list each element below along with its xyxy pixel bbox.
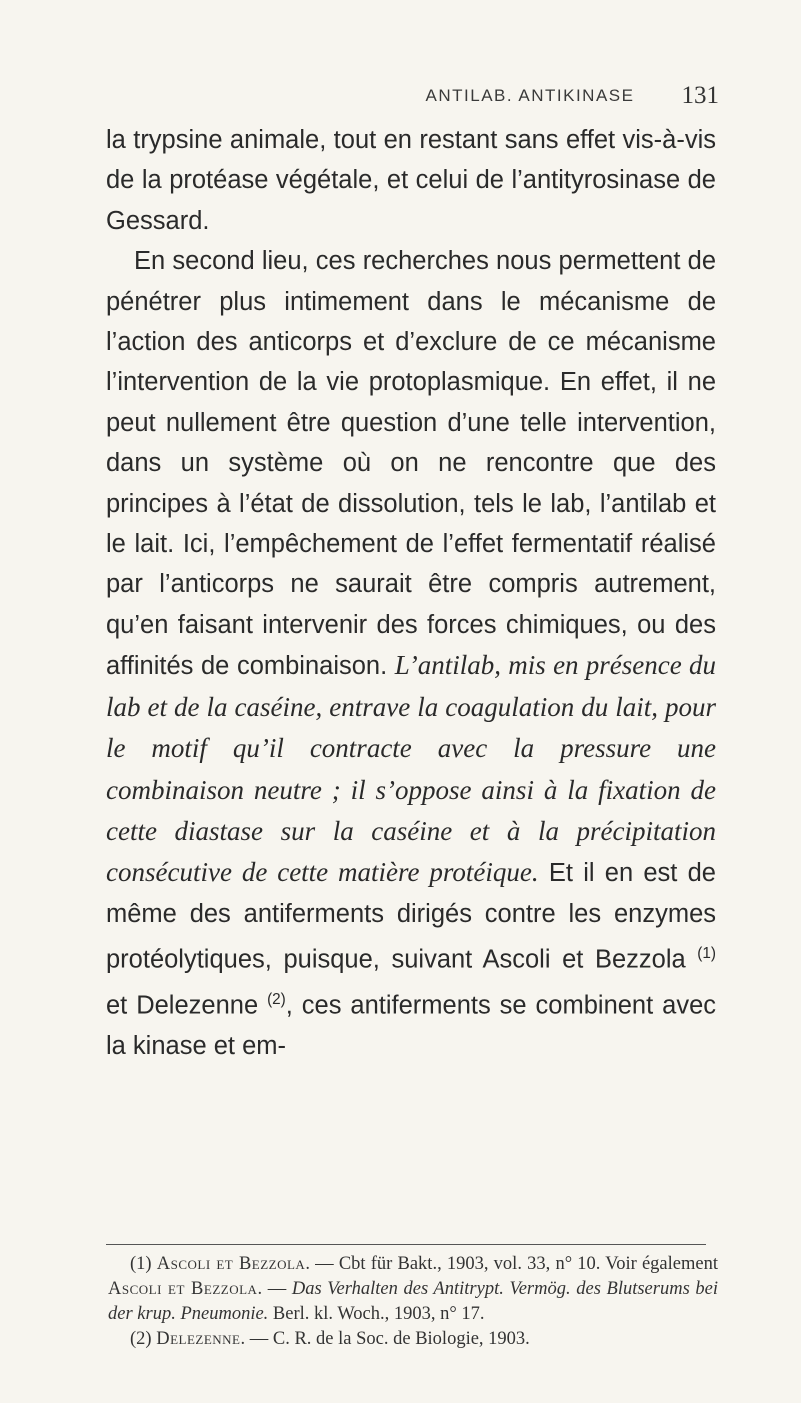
footnote-2-text: . — C. R. de la Soc. de Biologie, 1903. xyxy=(240,1329,530,1349)
footnote-1-text-1: . — Cbt für Bakt., 1903, vol. 33, n° 10. Voir également xyxy=(305,1254,718,1274)
running-head xyxy=(0,82,801,116)
paragraph-2-text-b2: et Delezenne xyxy=(106,991,268,1020)
paragraph-1-text: la trypsine animale, tout en restant sans effet vis-à-vis de la protéase végétale, et celui de l’antityrosinase de Gessard. xyxy=(106,126,716,235)
paragraph-2-italic: L’antilab, mis en présence du lab et de la caséine, entrave la coagulation du lait, pour le motif qu’il contracte avec la pressure une combinaison neutre ; il s’oppose ainsi à la fixation de cette diastase sur la caséine et à la précipitation consécutive de cette matière protéique. xyxy=(106,650,716,888)
paragraph-2-text: En second lieu, ces recherches nous permettent de pénétrer plus intimement dans le mécanisme de l’action des anticorps et d’exclure de ce mécanisme l’intervention de la vie protoplasmique. En effet, il ne peut nullement être question d’une telle intervention, dans un système où on ne rencontre que des principes à l’état de dissolution, tels le lab, l’antilab et le lait. Ici, l’empêchement de l’effet fermentatif réalisé par l’anticorps ne saurait être compris autrement, qu’en faisant intervenir des forces chimiques, ou des affinités de combinaison. xyxy=(106,247,716,681)
running-title: ANTILAB. ANTIKINASE xyxy=(425,86,635,105)
paragraph-2-text-b1: Et il en est de même des antiferments dirigés contre les enzymes protéolytiques, puisque, suivant Ascoli et Bezzola xyxy=(106,859,716,974)
footnote-2 xyxy=(108,1327,718,1352)
footnote-ref-2: (2) xyxy=(267,991,286,1009)
paragraph-continued xyxy=(106,120,716,241)
footnote-2-author: Delezenne xyxy=(156,1329,241,1349)
paragraph-second xyxy=(106,241,716,1066)
footnote-1 xyxy=(108,1252,718,1327)
footnote-1-author: Ascoli et Bezzola xyxy=(156,1254,306,1274)
footnote-1-author-2: Ascoli et Bezzola xyxy=(108,1279,258,1299)
footnote-1-text-3: Berl. kl. Woch., 1903, n° 17. xyxy=(268,1304,485,1324)
page-number: 131 xyxy=(681,82,719,109)
footnote-1-text-2: . — xyxy=(257,1279,292,1299)
footnote-2-mark: (2) xyxy=(130,1329,152,1349)
footnote-ref-1: (1) xyxy=(697,945,716,963)
footnotes xyxy=(108,1252,718,1352)
footnote-1-mark: (1) xyxy=(130,1254,152,1274)
footnote-1-title: Das Verhalten des Antitrypt. Vermög. des Blutserums bei der krup. Pneumonie. xyxy=(108,1279,719,1324)
footnote-rule xyxy=(106,1244,706,1245)
paragraph-2-text-b3: , ces antiferments se combinent avec la kinase et em- xyxy=(106,991,717,1060)
body-text xyxy=(106,120,716,1066)
